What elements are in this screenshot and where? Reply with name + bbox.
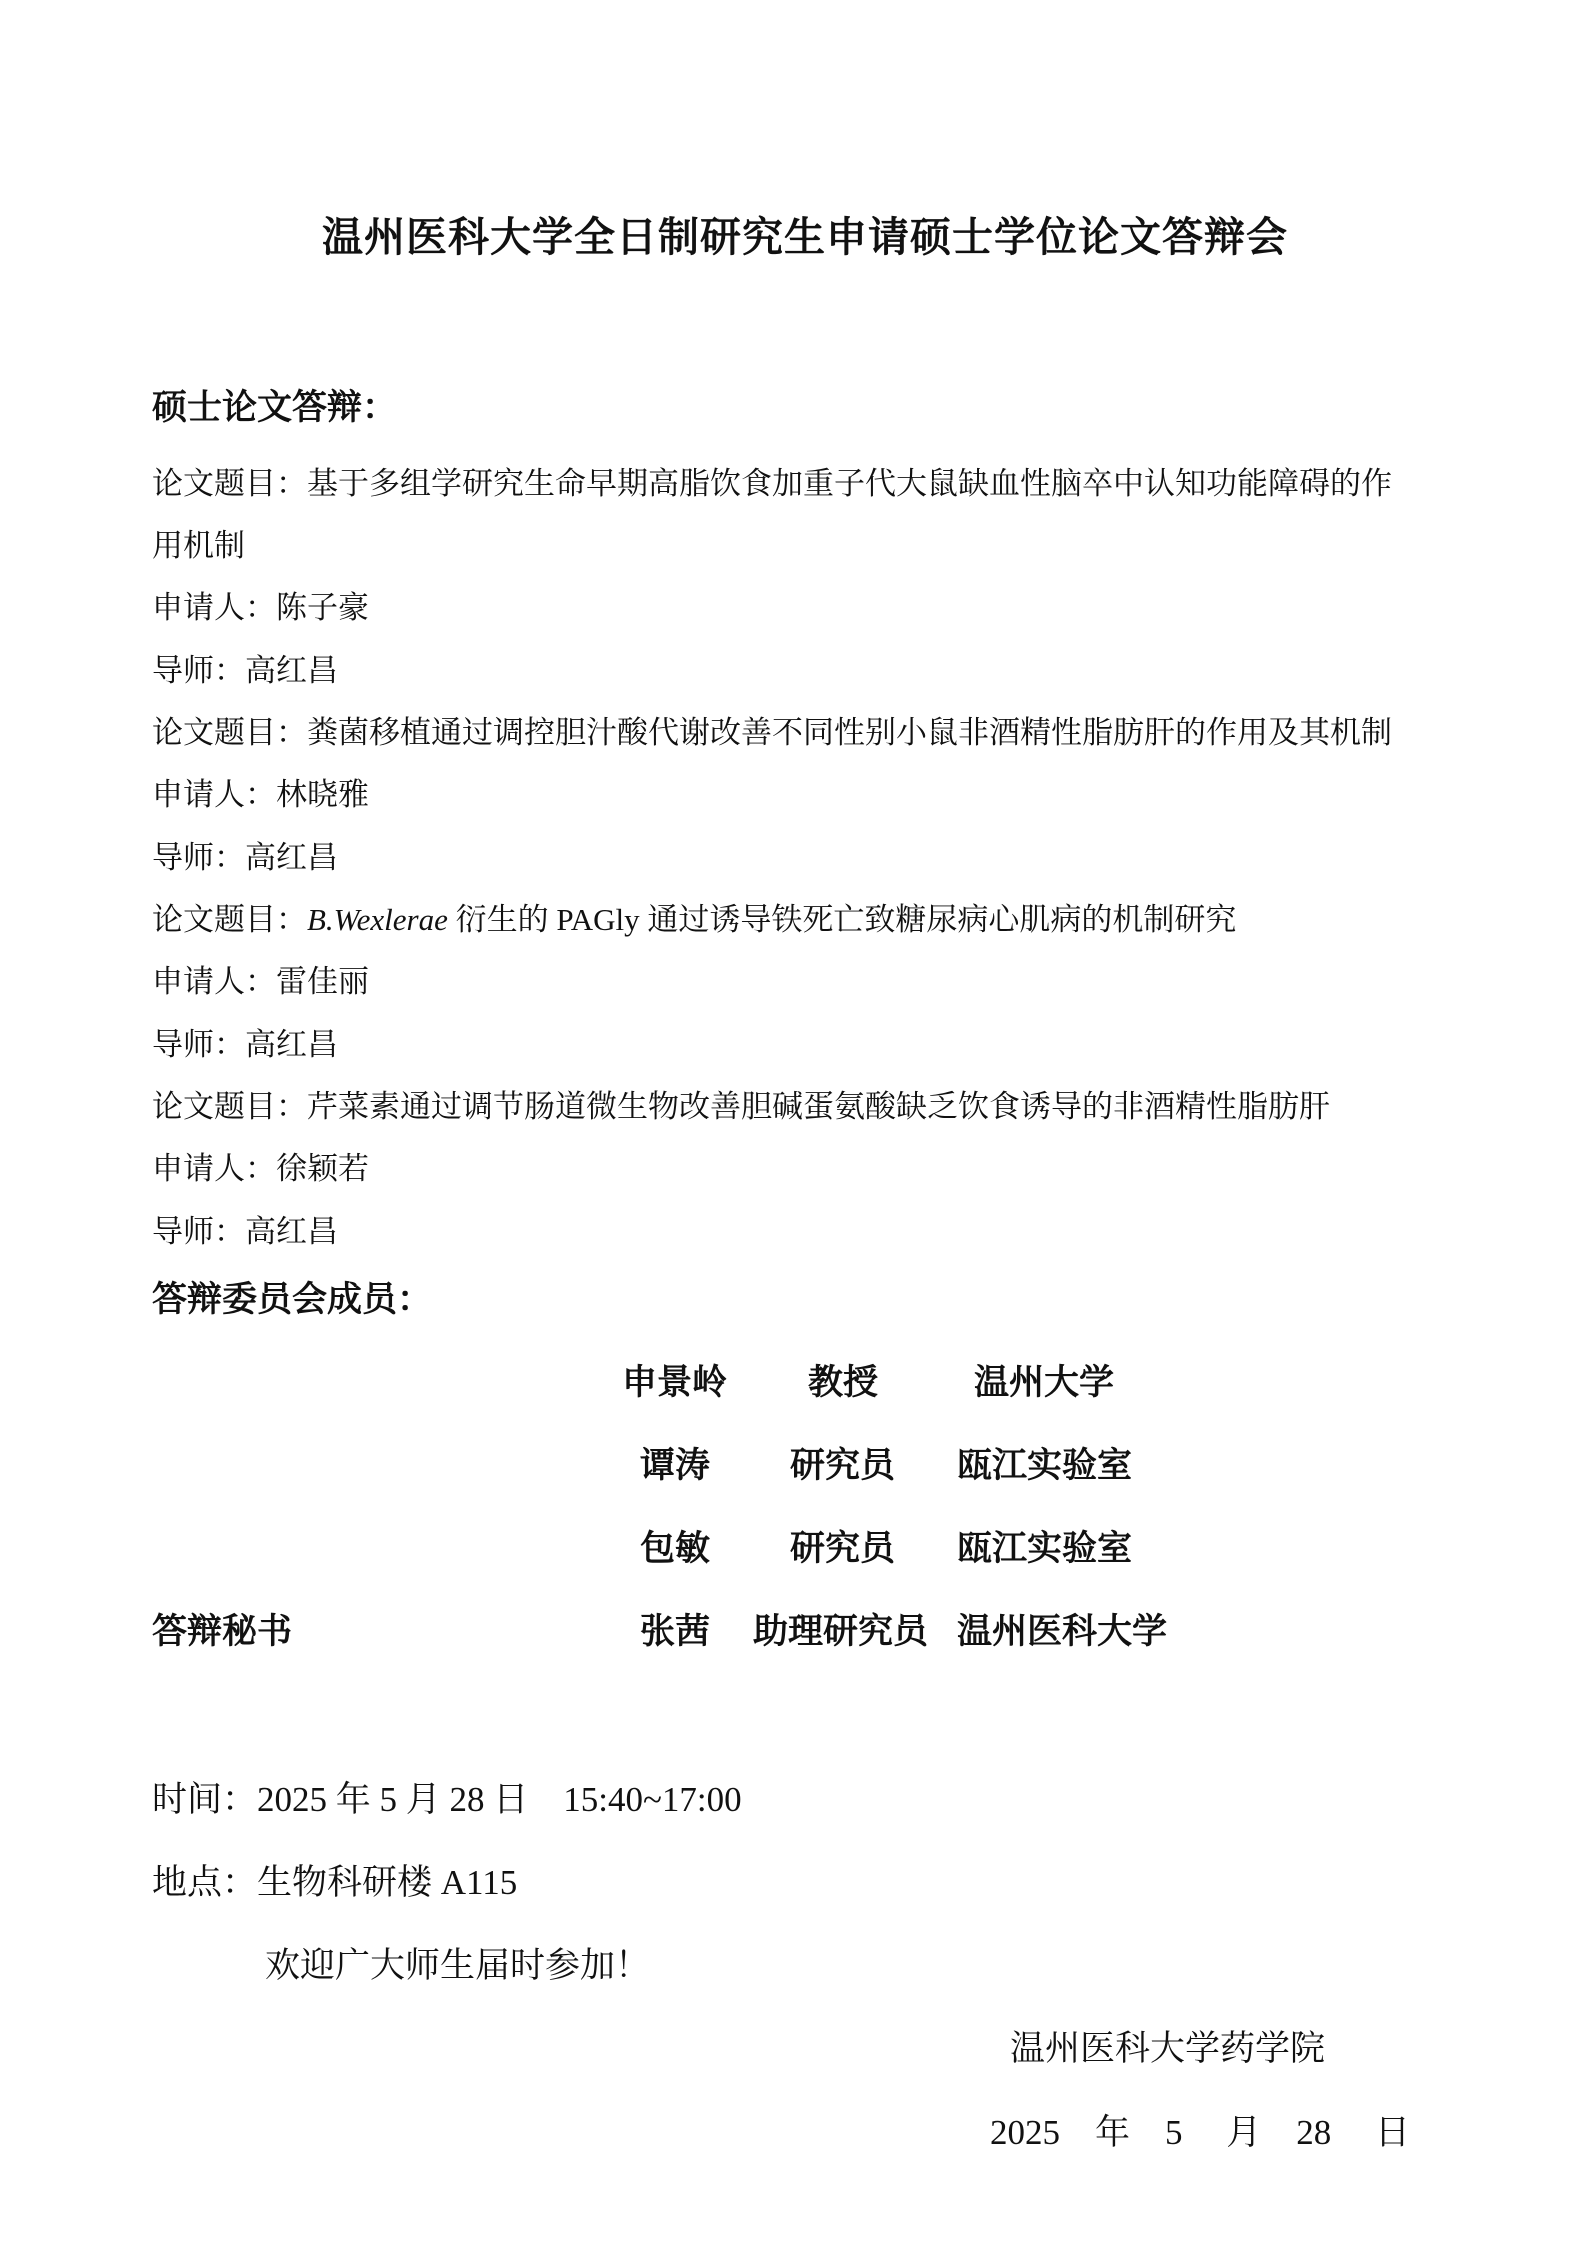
thesis-3-title-suffix: 衍生的 PAGly 通过诱导铁死亡致糖尿病心肌病的机制研究 xyxy=(447,902,1237,937)
thesis-1-title-line-1: 论文题目：基于多组学研究生命早期高脂饮食加重子代大鼠缺血性脑卒中认知功能障碍的作 xyxy=(152,466,1392,501)
thesis-1-title-line-2: 用机制 xyxy=(152,528,245,563)
thesis-1-applicant: 申请人：陈子豪 xyxy=(152,590,369,625)
thesis-4-title: 论文题目：芹菜素通过调节肠道微生物改善胆碱蛋氨酸缺乏饮食诱导的非酒精性脂肪肝 xyxy=(152,1089,1330,1124)
secretary-org: 温州医科大学 xyxy=(957,1612,1168,1651)
committee-member-1-org: 温州大学 xyxy=(974,1363,1115,1402)
defense-heading: 硕士论文答辩： xyxy=(152,388,398,427)
committee-member-3-org: 瓯江实验室 xyxy=(957,1529,1133,1568)
issue-date: 2025 年 5 月 28 日 xyxy=(990,2113,1411,2152)
thesis-2-advisor: 导师：高红昌 xyxy=(152,840,338,875)
meeting-place: 地点：生物科研楼 A115 xyxy=(152,1863,518,1902)
secretary-title: 助理研究员 xyxy=(753,1612,929,1651)
thesis-3-title xyxy=(152,894,1236,939)
secretary-name: 张茜 xyxy=(640,1612,711,1651)
committee-member-2-title: 研究员 xyxy=(790,1446,896,1485)
page-title: 温州医科大学全日制研究生申请硕士学位论文答辩会 xyxy=(322,214,1288,260)
committee-member-3-title: 研究员 xyxy=(790,1529,896,1568)
thesis-2-title: 论文题目：粪菌移植通过调控胆汁酸代谢改善不同性别小鼠非酒精性脂肪肝的作用及其机制 xyxy=(152,715,1392,750)
committee-member-1-name: 申景岭 xyxy=(622,1363,728,1402)
thesis-3-title-species: B.Wexlerae xyxy=(307,902,448,937)
committee-member-2-name: 谭涛 xyxy=(640,1446,711,1485)
committee-member-1-title: 教授 xyxy=(808,1363,879,1402)
issuer: 温州医科大学药学院 xyxy=(1010,2029,1326,2068)
thesis-1-advisor: 导师：高红昌 xyxy=(152,653,338,688)
welcome-note: 欢迎广大师生届时参加！ xyxy=(265,1946,651,1985)
thesis-3-applicant: 申请人：雷佳丽 xyxy=(152,964,369,999)
committee-member-3-name: 包敏 xyxy=(640,1529,711,1568)
committee-member-2-org: 瓯江实验室 xyxy=(957,1446,1133,1485)
thesis-2-applicant: 申请人：林晓雅 xyxy=(152,777,369,812)
meeting-time: 时间：2025 年 5 月 28 日 15:40~17:00 xyxy=(152,1780,742,1819)
thesis-3-title-prefix: 论文题目： xyxy=(152,902,307,937)
thesis-4-applicant: 申请人：徐颖若 xyxy=(152,1151,369,1186)
committee-heading: 答辩委员会成员： xyxy=(152,1280,433,1319)
secretary-label: 答辩秘书 xyxy=(152,1612,293,1651)
thesis-3-advisor: 导师：高红昌 xyxy=(152,1027,338,1062)
thesis-4-advisor: 导师：高红昌 xyxy=(152,1214,338,1249)
